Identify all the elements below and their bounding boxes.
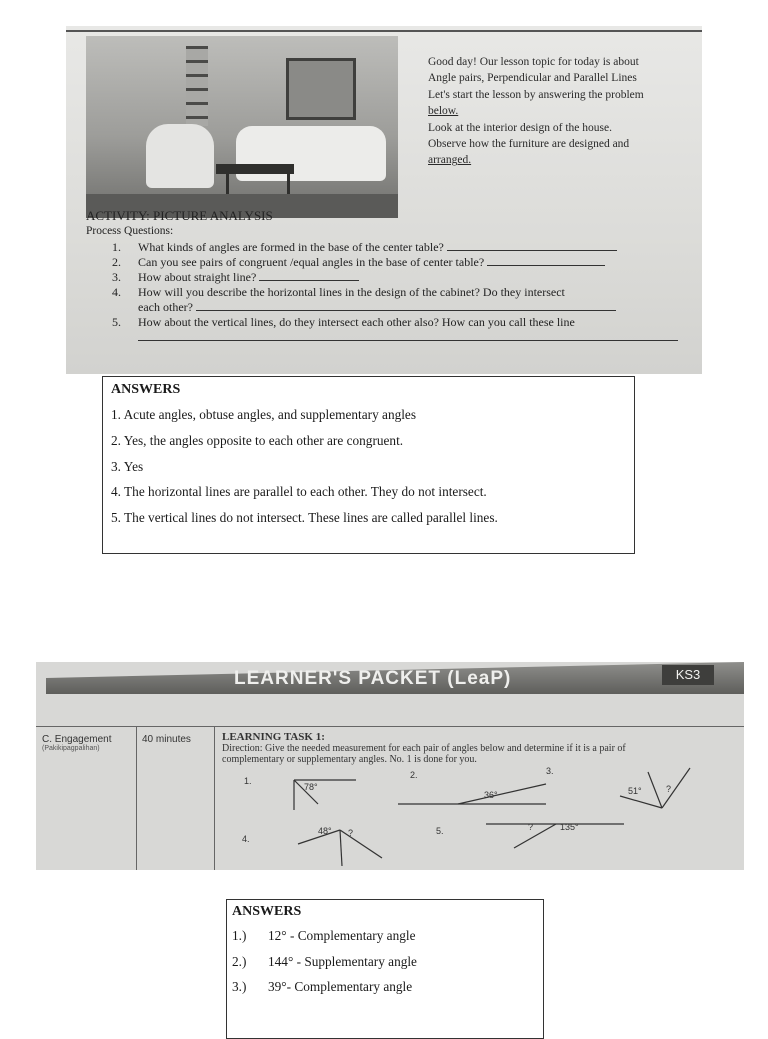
angle-label: 78°: [304, 782, 318, 792]
question-number: 4.: [112, 285, 121, 299]
intro-line: Look at the interior design of the house.: [428, 121, 612, 134]
answers-box-1: [102, 376, 635, 554]
question-text: Can you see pairs of congruent /equal angles in the base of center table?: [138, 255, 485, 269]
angle-label: 36°: [484, 790, 498, 800]
question-item: [112, 330, 702, 345]
answers-box-2: [226, 899, 544, 1039]
activity-title: ACTIVITY: PICTURE ANALYSIS: [86, 208, 273, 223]
diagram-number: 5.: [436, 826, 444, 836]
unknown-angle-label: ?: [348, 828, 354, 838]
page-edge-line: [66, 30, 702, 32]
question-item: [112, 315, 702, 330]
center-table-top: [216, 164, 294, 174]
answer-text: 12° - Complementary angle: [268, 928, 416, 943]
section-sublabel: (Pakikipagpalihan): [42, 745, 100, 752]
diagram-number: 4.: [242, 834, 250, 844]
answer-blank: [259, 270, 359, 281]
angle-2-ray: [458, 784, 546, 804]
diagram-number: 3.: [546, 766, 554, 776]
intro-line: Observe how the furniture are designed and: [428, 138, 630, 151]
question-text: each other?: [138, 300, 193, 314]
unknown-angle-label: ?: [528, 822, 534, 832]
angle-5-ray: [514, 824, 556, 848]
diagram-number: 2.: [410, 770, 418, 780]
answer-number: 1.): [232, 928, 247, 943]
question-text: What kinds of angles are formed in the base of the center table?: [138, 240, 444, 254]
ks3-badge: KS3: [662, 665, 714, 685]
answer-line: [232, 979, 538, 995]
question-text: How about the vertical lines, do they intersect each other also? How can you call these line: [138, 315, 575, 329]
answer-number: 3.): [232, 979, 247, 994]
answers-title: ANSWERS: [232, 904, 302, 919]
duration-cell: 40 minutes: [142, 734, 191, 745]
angle-label: 135°: [560, 822, 579, 832]
question-item: [112, 270, 702, 285]
angle-4-ray: [340, 830, 342, 866]
question-number: 5.: [112, 315, 121, 329]
process-questions-label: Process Questions:: [86, 225, 174, 237]
intro-line: Good day! Our lesson topic for today is about: [428, 56, 639, 68]
question-item: [112, 285, 702, 300]
angle-3-ray: [648, 772, 662, 808]
answer-line: 4. The horizontal lines are parallel to each other. They do not intersect.: [111, 484, 487, 500]
answer-blank: [138, 330, 678, 341]
angle-3-ray: [620, 796, 662, 808]
lesson-intro-text: [428, 54, 690, 169]
unknown-angle-label: ?: [666, 784, 672, 794]
answer-text: 144° - Supplementary angle: [268, 953, 417, 969]
answer-blank: [487, 255, 605, 266]
answer-line: 3. Yes: [111, 458, 144, 474]
answer-line: 5. The vertical lines do not intersect. These lines are called parallel lines.: [111, 510, 498, 526]
answer-blank: [447, 240, 617, 251]
question-item: [112, 300, 702, 315]
task-title: LEARNING TASK 1:: [222, 731, 325, 743]
answer-line: 2. Yes, the angles opposite to each other are congruent.: [111, 432, 404, 448]
angle-diagrams: [36, 662, 744, 870]
question-number: 2.: [112, 255, 121, 269]
answer-line: 1. Acute angles, obtuse angles, and supplementary angles: [111, 407, 417, 422]
question-number: 3.: [112, 270, 121, 284]
question-text: How will you describe the horizontal lines in the design of the cabinet? Do they intersect: [138, 285, 565, 299]
answers-title: ANSWERS: [111, 382, 181, 397]
intro-line: below.: [428, 105, 459, 118]
answer-number: 2.): [232, 953, 247, 969]
section-label: C. Engagement: [42, 734, 112, 745]
leap-worksheet-photo: [36, 662, 744, 870]
answer-blank: [196, 300, 616, 311]
bookshelf-shape: [186, 46, 208, 126]
answer-line: [232, 954, 538, 970]
intro-line: arranged.: [428, 154, 472, 167]
process-questions-list: [112, 240, 702, 345]
task-direction: complementary or supplementary angles. No. 1 is done for you.: [222, 754, 477, 765]
armchair-shape: [146, 124, 214, 188]
question-item: [112, 255, 702, 270]
task-direction: Direction: Give the needed measurement for each pair of angles below and determine if it is a pair of: [222, 743, 626, 754]
intro-line: Angle pairs, Perpendicular and Parallel Lines: [428, 72, 637, 85]
intro-line: Let's start the lesson by answering the problem: [428, 88, 644, 101]
question-number: 1.: [112, 240, 121, 254]
answer-line: [232, 928, 538, 944]
wall-painting-shape: [286, 58, 356, 120]
question-text: How about straight line?: [138, 270, 257, 284]
angle-4-ray: [340, 830, 382, 858]
leap-banner-title: LEARNER'S PACKET (LeaP): [234, 668, 512, 689]
lesson-worksheet-photo: [66, 26, 702, 374]
question-item: [112, 240, 702, 255]
angle-label: 51°: [628, 786, 642, 796]
living-room-picture: [86, 36, 398, 218]
angle-label: 48°: [318, 826, 332, 836]
answer-text: 39°- Complementary angle: [268, 979, 413, 994]
diagram-number: 1.: [244, 776, 252, 786]
